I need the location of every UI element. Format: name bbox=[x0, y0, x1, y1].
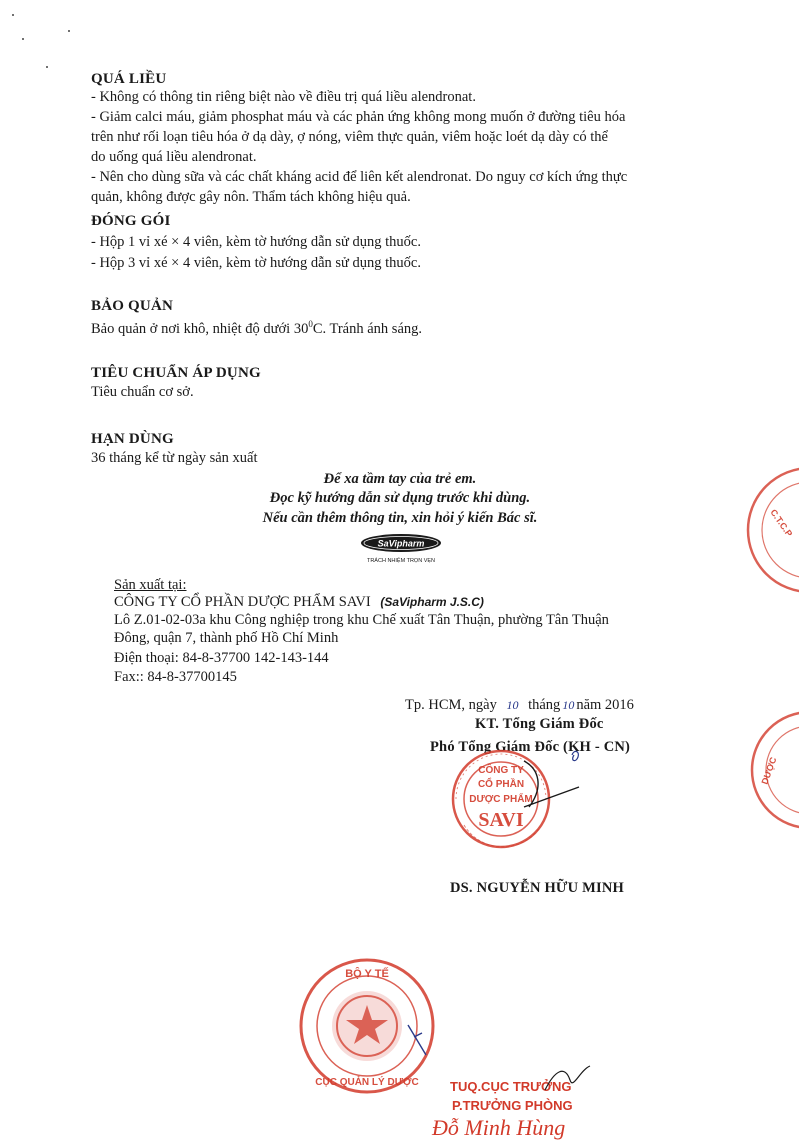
svg-text:TRÁCH NHIỆM TRỌN VẸN: TRÁCH NHIỆM TRỌN VẸN bbox=[366, 558, 436, 564]
storage-text-before: Bảo quản ở nơi khô, nhiệt độ dưới 30 bbox=[91, 320, 309, 337]
warning-line: Đọc kỹ hướng dẫn sử dụng trước khi dùng. bbox=[269, 490, 531, 506]
approval-line-1: TUQ.CỤC TRƯỞNG bbox=[450, 1079, 572, 1094]
savipharm-logo bbox=[357, 531, 445, 565]
edge-stamp-bottom-text: DƯỢC bbox=[759, 755, 779, 786]
scan-speck bbox=[12, 14, 14, 16]
overdose-line: - Nên cho dùng sữa và các chất kháng acid để liên kết alendronat. Do nguy cơ kích ứng thực bbox=[91, 169, 628, 185]
date-month-label: tháng bbox=[528, 697, 561, 713]
manufacturer-company-brand: (SaVipharm J.S.C) bbox=[380, 595, 484, 609]
ministry-ring-top: BỘ Y TẾ bbox=[345, 968, 389, 980]
section-heading-standard: TIÊU CHUẨN ÁP DỤNG bbox=[91, 365, 261, 381]
date-day: 10 bbox=[506, 698, 519, 712]
edge-stamp-bottom bbox=[735, 705, 799, 835]
seal-text-2: CỔ PHẦN bbox=[477, 779, 525, 790]
storage-degree: 0 bbox=[308, 319, 313, 329]
overdose-line: quản, không được gây nôn. Thẩm tách không hiệu quả. bbox=[91, 189, 411, 205]
packaging-line: - Hộp 1 vỉ xé × 4 viên, kèm tờ hướng dẫn sử dụng thuốc. bbox=[91, 234, 421, 250]
section-heading-expiry: HẠN DÙNG bbox=[91, 431, 174, 447]
svg-text:SaVipharm: SaVipharm bbox=[377, 538, 425, 549]
company-seal bbox=[424, 747, 584, 859]
edge-stamp-top-text: C.T.C.P bbox=[768, 507, 795, 539]
overdose-line: - Không có thông tin riêng biệt nào về điều trị quá liều alendronat. bbox=[91, 89, 476, 105]
storage-text bbox=[91, 316, 422, 338]
section-heading-storage: BẢO QUẢN bbox=[91, 298, 174, 314]
manufacturer-address-1: Lô Z.01-02-03a khu Công nghiệp trong khu Chế xuất Tân Thuận, phường Tân Thuận bbox=[114, 612, 609, 628]
edge-stamp-top bbox=[730, 460, 799, 600]
scan-speck bbox=[68, 30, 70, 32]
storage-text-after: C. Tránh ánh sáng. bbox=[312, 320, 423, 337]
packaging-line: - Hộp 3 vỉ xé × 4 viên, kèm tờ hướng dẫn sử dụng thuốc. bbox=[91, 255, 421, 271]
edge-stamp-top-graphic bbox=[730, 460, 799, 600]
edge-stamp-bottom-graphic bbox=[735, 705, 799, 835]
overdose-line: - Giảm calci máu, giảm phosphat máu và các phản ứng không mong muốn ở đường tiêu hóa bbox=[91, 109, 626, 125]
manufacturer-company bbox=[114, 594, 484, 611]
scan-speck bbox=[46, 66, 48, 68]
ministry-stamp-graphic bbox=[296, 955, 438, 1097]
savipharm-logo-mark bbox=[357, 531, 445, 565]
seal-text-1: CÔNG TY bbox=[478, 765, 524, 776]
overdose-line: trên như rối loạn tiêu hóa ở dạ dày, ợ nóng, viêm thực quản, viêm hoặc loét dạ dày có thể bbox=[91, 129, 608, 145]
manufacturer-phone: Điện thoại: 84-8-37700 142-143-144 bbox=[114, 650, 329, 666]
date-year: năm 2016 bbox=[576, 697, 634, 713]
section-heading-packaging: ĐÓNG GÓI bbox=[91, 213, 171, 229]
approval-signer: Đỗ Minh Hùng bbox=[432, 1115, 566, 1140]
seal-text-3: DƯỢC PHẨM bbox=[469, 794, 533, 805]
signer-name: DS. NGUYỄN HỮU MINH bbox=[450, 880, 625, 896]
ministry-ring-bottom: CỤC QUẢN LÝ DƯỢC bbox=[315, 1077, 419, 1088]
section-heading-overdose: QUÁ LIỀU bbox=[91, 71, 167, 87]
date-prefix: Tp. HCM, ngày bbox=[405, 697, 497, 713]
manufacturer-fax: Fax:: 84-8-37700145 bbox=[114, 669, 237, 685]
scan-speck bbox=[22, 38, 24, 40]
company-seal-graphic bbox=[424, 747, 584, 859]
overdose-text bbox=[91, 89, 731, 206]
ministry-stamp bbox=[296, 955, 438, 1097]
standard-text: Tiêu chuẩn cơ sở. bbox=[91, 384, 194, 400]
manufacturer-label: Sản xuất tại: bbox=[114, 577, 187, 593]
overdose-line: do uống quá liều alendronat. bbox=[91, 149, 257, 165]
date-month: 10 bbox=[562, 698, 575, 712]
signature-date bbox=[405, 697, 634, 714]
manufacturer-address-2: Đông, quận 7, thành phố Hồ Chí Minh bbox=[114, 630, 339, 646]
seal-text-4: SAVI bbox=[478, 809, 524, 831]
manufacturer-company-name: CÔNG TY CỔ PHẦN DƯỢC PHẨM SAVI bbox=[114, 594, 371, 610]
packaging-text bbox=[91, 234, 731, 272]
approval-line-2: P.TRƯỞNG PHÒNG bbox=[452, 1098, 573, 1113]
expiry-text: 36 tháng kể từ ngày sản xuất bbox=[91, 450, 258, 466]
approval-signature bbox=[540, 1060, 600, 1100]
signer-title-1: KT. Tổng Giám Đốc bbox=[475, 716, 604, 732]
warning-line: Để xa tầm tay của trẻ em. bbox=[323, 471, 477, 487]
warning-line: Nếu cần thêm thông tin, xin hỏi ý kiến Bác sĩ. bbox=[262, 510, 538, 526]
signer-title-2: Phó Tổng Giám Đốc (KH - CN) bbox=[430, 739, 631, 755]
